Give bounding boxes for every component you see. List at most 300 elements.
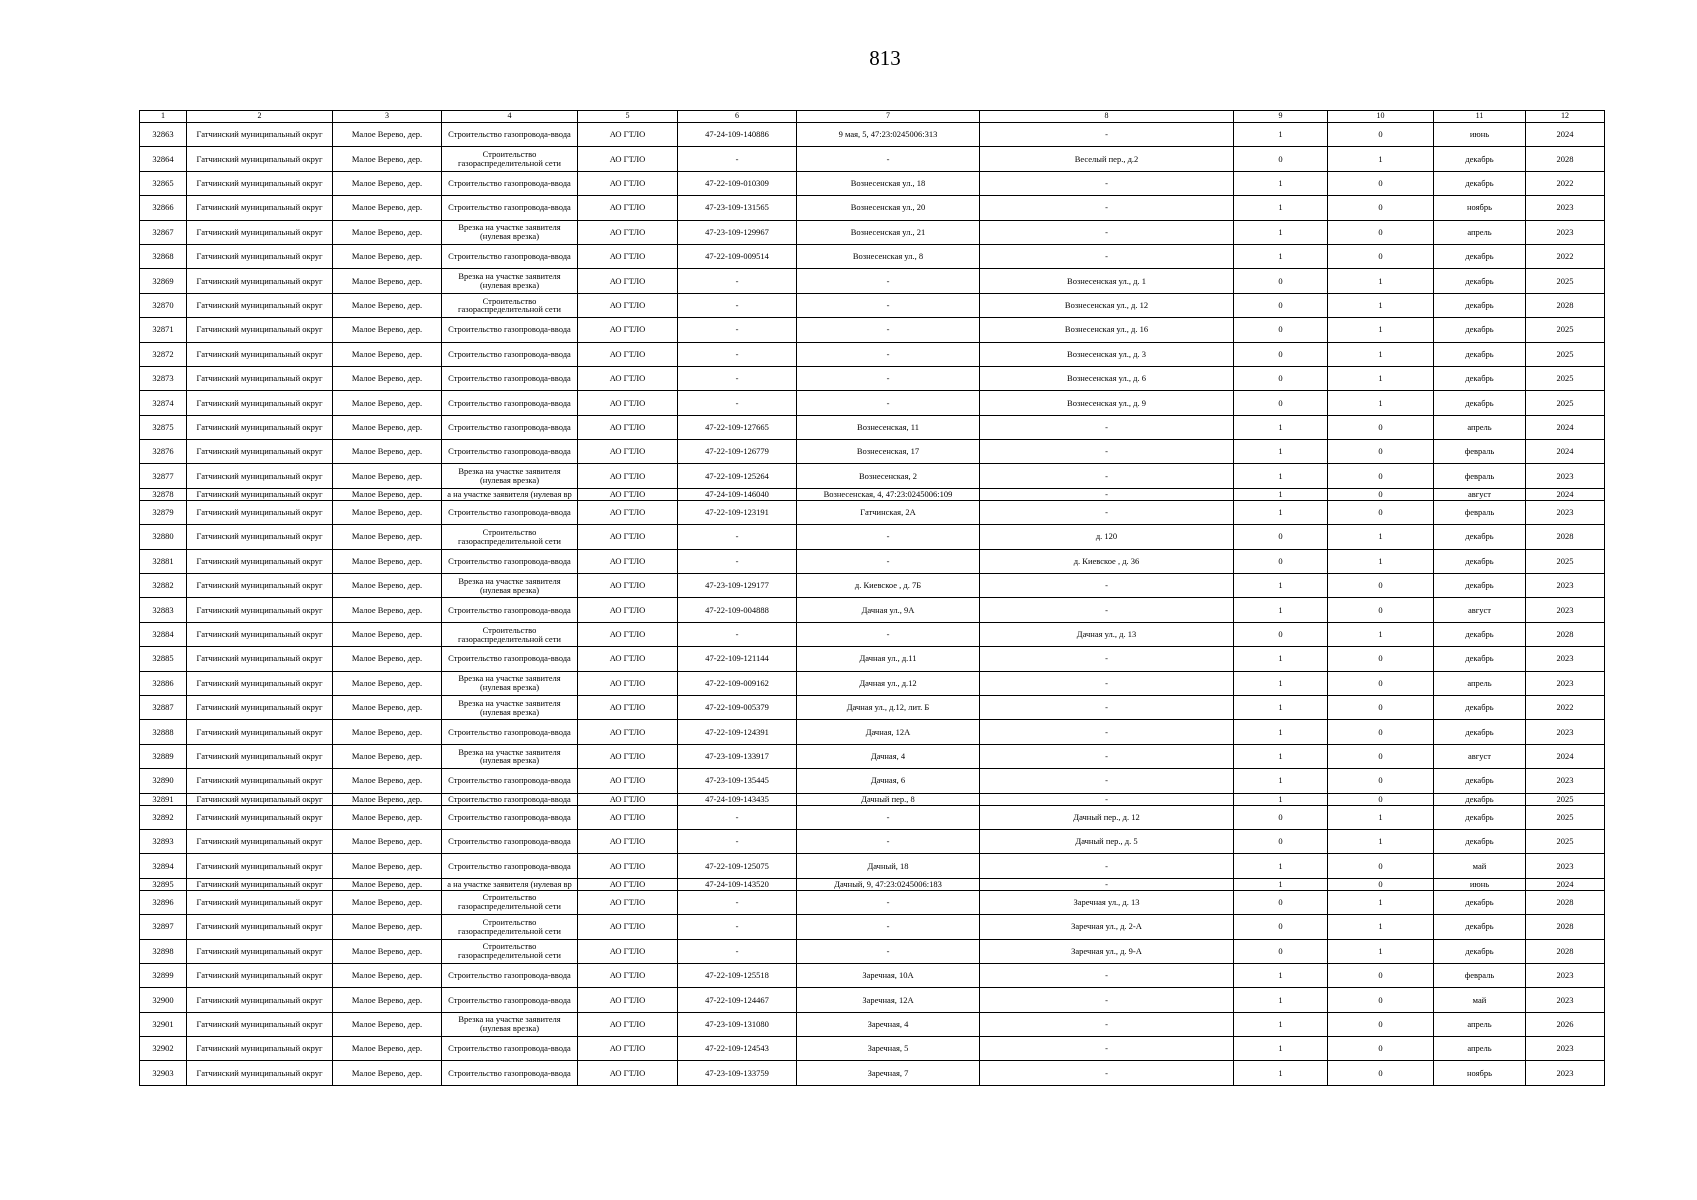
planned-address-cell: - [980,988,1234,1012]
application-number-cell: 47-23-109-131080 [678,1012,797,1036]
address-cell: Гатчинская, 2А [797,500,980,524]
year-cell: 2025 [1526,549,1605,573]
district-cell: Гатчинский муниципальный округ [187,854,333,878]
application-number-cell: 47-24-109-143435 [678,793,797,805]
work-type-cell: Строительство газопровода-ввода [442,123,578,147]
work-type-cell: Врезка на участке заявителя (нулевая врезка) [442,269,578,293]
settlement-cell: Малое Верево, дер. [333,147,442,171]
table-row [140,769,1605,793]
column-header: 8 [980,111,1234,123]
row-number-cell: 32870 [140,293,187,317]
year-cell: 2023 [1526,464,1605,488]
application-number-cell: 47-22-109-004888 [678,598,797,622]
district-cell: Гатчинский муниципальный округ [187,915,333,939]
count-cell-10: 1 [1328,147,1434,171]
work-type-cell: Строительство газопровода-ввода [442,647,578,671]
month-cell: ноябрь [1434,196,1526,220]
organization-cell: АО ГТЛО [578,647,678,671]
table-row [140,318,1605,342]
work-type-cell: Врезка на участке заявителя (нулевая врезка) [442,464,578,488]
year-cell: 2025 [1526,829,1605,853]
count-cell-9: 0 [1234,525,1328,549]
row-number-cell: 32885 [140,647,187,671]
table-row [140,1037,1605,1061]
year-cell: 2025 [1526,366,1605,390]
year-cell: 2024 [1526,415,1605,439]
table-row [140,488,1605,500]
planned-address-cell: Вознесенская ул., д. 3 [980,342,1234,366]
work-type-cell: Строительство газопровода-ввода [442,829,578,853]
organization-cell: АО ГТЛО [578,1037,678,1061]
table-row [140,598,1605,622]
table-row [140,1061,1605,1085]
count-cell-9: 0 [1234,391,1328,415]
table-row [140,171,1605,195]
table-row [140,123,1605,147]
application-number-cell: 47-22-109-009514 [678,244,797,268]
planned-address-cell: - [980,793,1234,805]
count-cell-10: 1 [1328,890,1434,914]
count-cell-9: 1 [1234,695,1328,719]
row-number-cell: 32863 [140,123,187,147]
organization-cell: АО ГТЛО [578,391,678,415]
settlement-cell: Малое Верево, дер. [333,939,442,963]
count-cell-10: 1 [1328,915,1434,939]
organization-cell: АО ГТЛО [578,171,678,195]
settlement-cell: Малое Верево, дер. [333,269,442,293]
address-cell: - [797,391,980,415]
count-cell-9: 1 [1234,464,1328,488]
month-cell: декабрь [1434,622,1526,646]
month-cell: май [1434,988,1526,1012]
register-body [140,123,1605,1086]
application-number-cell: - [678,366,797,390]
address-cell: Дачный, 9, 47:23:0245006:183 [797,878,980,890]
table-row [140,1012,1605,1036]
count-cell-10: 0 [1328,854,1434,878]
settlement-cell: Малое Верево, дер. [333,805,442,829]
organization-cell: АО ГТЛО [578,415,678,439]
row-number-cell: 32873 [140,366,187,390]
application-number-cell: 47-23-109-131565 [678,196,797,220]
district-cell: Гатчинский муниципальный округ [187,1061,333,1085]
district-cell: Гатчинский муниципальный округ [187,220,333,244]
count-cell-9: 1 [1234,878,1328,890]
address-cell: Вознесенская ул., 20 [797,196,980,220]
application-number-cell: 47-23-109-133759 [678,1061,797,1085]
settlement-cell: Малое Верево, дер. [333,293,442,317]
address-cell: Вознесенская ул., 18 [797,171,980,195]
year-cell: 2023 [1526,720,1605,744]
count-cell-9: 0 [1234,549,1328,573]
table-row [140,549,1605,573]
year-cell: 2025 [1526,318,1605,342]
work-type-cell: Врезка на участке заявителя (нулевая врезка) [442,574,578,598]
row-number-cell: 32901 [140,1012,187,1036]
address-cell: - [797,805,980,829]
organization-cell: АО ГТЛО [578,342,678,366]
work-type-cell: Строительство газораспределительной сети [442,890,578,914]
application-number-cell: 47-22-109-125518 [678,963,797,987]
settlement-cell: Малое Верево, дер. [333,440,442,464]
work-type-cell: Строительство газопровода-ввода [442,549,578,573]
settlement-cell: Малое Верево, дер. [333,464,442,488]
row-number-cell: 32889 [140,744,187,768]
address-cell: Дачный, 18 [797,854,980,878]
count-cell-9: 0 [1234,890,1328,914]
count-cell-10: 1 [1328,293,1434,317]
settlement-cell: Малое Верево, дер. [333,744,442,768]
year-cell: 2028 [1526,622,1605,646]
district-cell: Гатчинский муниципальный округ [187,342,333,366]
application-number-cell: - [678,342,797,366]
application-number-cell: 47-22-109-123191 [678,500,797,524]
district-cell: Гатчинский муниципальный округ [187,890,333,914]
work-type-cell: Строительство газопровода-ввода [442,440,578,464]
planned-address-cell: - [980,1061,1234,1085]
count-cell-10: 0 [1328,963,1434,987]
district-cell: Гатчинский муниципальный округ [187,720,333,744]
year-cell: 2023 [1526,963,1605,987]
row-number-cell: 32868 [140,244,187,268]
count-cell-10: 0 [1328,744,1434,768]
table-row [140,647,1605,671]
planned-address-cell: - [980,1037,1234,1061]
table-row [140,878,1605,890]
column-header: 1 [140,111,187,123]
table-row [140,147,1605,171]
planned-address-cell: Вознесенская ул., д. 9 [980,391,1234,415]
row-number-cell: 32882 [140,574,187,598]
application-number-cell: 47-23-109-129177 [678,574,797,598]
work-type-cell: Строительство газопровода-ввода [442,500,578,524]
address-cell: - [797,939,980,963]
count-cell-9: 1 [1234,123,1328,147]
planned-address-cell: - [980,171,1234,195]
table-row [140,220,1605,244]
address-cell: Заречная, 10А [797,963,980,987]
count-cell-9: 1 [1234,171,1328,195]
district-cell: Гатчинский муниципальный округ [187,988,333,1012]
count-cell-10: 1 [1328,829,1434,853]
organization-cell: АО ГТЛО [578,464,678,488]
district-cell: Гатчинский муниципальный округ [187,1012,333,1036]
planned-address-cell: - [980,671,1234,695]
row-number-cell: 32895 [140,878,187,890]
planned-address-cell: - [980,647,1234,671]
planned-address-cell: Вознесенская ул., д. 1 [980,269,1234,293]
year-cell: 2023 [1526,598,1605,622]
table-row [140,963,1605,987]
application-number-cell: 47-24-109-140886 [678,123,797,147]
count-cell-10: 0 [1328,1061,1434,1085]
address-cell: - [797,829,980,853]
page-number: 813 [869,46,901,70]
district-cell: Гатчинский муниципальный округ [187,647,333,671]
settlement-cell: Малое Верево, дер. [333,500,442,524]
count-cell-10: 0 [1328,1037,1434,1061]
application-number-cell: - [678,829,797,853]
district-cell: Гатчинский муниципальный округ [187,829,333,853]
month-cell: апрель [1434,1037,1526,1061]
month-cell: декабрь [1434,890,1526,914]
work-type-cell: Врезка на участке заявителя (нулевая врезка) [442,1012,578,1036]
work-type-cell: Строительство газораспределительной сети [442,915,578,939]
district-cell: Гатчинский муниципальный округ [187,574,333,598]
settlement-cell: Малое Верево, дер. [333,574,442,598]
table-row [140,915,1605,939]
count-cell-9: 1 [1234,744,1328,768]
row-number-cell: 32902 [140,1037,187,1061]
planned-address-cell: д. Киевское , д. 36 [980,549,1234,573]
address-cell: Заречная, 4 [797,1012,980,1036]
year-cell: 2024 [1526,123,1605,147]
settlement-cell: Малое Верево, дер. [333,220,442,244]
month-cell: август [1434,488,1526,500]
year-cell: 2025 [1526,342,1605,366]
organization-cell: АО ГТЛО [578,988,678,1012]
year-cell: 2023 [1526,671,1605,695]
count-cell-9: 1 [1234,488,1328,500]
planned-address-cell: Вознесенская ул., д. 16 [980,318,1234,342]
address-cell: Вознесенская ул., 21 [797,220,980,244]
count-cell-10: 0 [1328,488,1434,500]
month-cell: декабрь [1434,318,1526,342]
application-number-cell: - [678,269,797,293]
address-cell: Дачная, 12А [797,720,980,744]
address-cell: - [797,147,980,171]
year-cell: 2025 [1526,391,1605,415]
application-number-cell: - [678,915,797,939]
count-cell-9: 1 [1234,244,1328,268]
count-cell-10: 1 [1328,366,1434,390]
address-cell: Дачная ул., 9А [797,598,980,622]
planned-address-cell: - [980,574,1234,598]
application-number-cell: - [678,549,797,573]
organization-cell: АО ГТЛО [578,805,678,829]
organization-cell: АО ГТЛО [578,500,678,524]
organization-cell: АО ГТЛО [578,915,678,939]
application-number-cell: - [678,147,797,171]
district-cell: Гатчинский муниципальный округ [187,1037,333,1061]
month-cell: апрель [1434,220,1526,244]
count-cell-9: 1 [1234,1061,1328,1085]
year-cell: 2023 [1526,500,1605,524]
address-cell: Вознесенская ул., 8 [797,244,980,268]
count-cell-9: 1 [1234,769,1328,793]
address-cell: - [797,525,980,549]
district-cell: Гатчинский муниципальный округ [187,525,333,549]
month-cell: апрель [1434,415,1526,439]
district-cell: Гатчинский муниципальный округ [187,500,333,524]
settlement-cell: Малое Верево, дер. [333,598,442,622]
application-number-cell: - [678,890,797,914]
organization-cell: АО ГТЛО [578,440,678,464]
planned-address-cell: - [980,464,1234,488]
column-header: 9 [1234,111,1328,123]
work-type-cell: Строительство газопровода-ввода [442,805,578,829]
settlement-cell: Малое Верево, дер. [333,318,442,342]
address-cell: - [797,269,980,293]
district-cell: Гатчинский муниципальный округ [187,488,333,500]
count-cell-9: 0 [1234,805,1328,829]
row-number-cell: 32880 [140,525,187,549]
organization-cell: АО ГТЛО [578,854,678,878]
planned-address-cell: - [980,878,1234,890]
month-cell: июнь [1434,878,1526,890]
count-cell-10: 0 [1328,793,1434,805]
work-type-cell: Строительство газопровода-ввода [442,988,578,1012]
month-cell: декабрь [1434,171,1526,195]
table-row [140,939,1605,963]
year-cell: 2026 [1526,1012,1605,1036]
count-cell-10: 1 [1328,805,1434,829]
count-cell-9: 0 [1234,915,1328,939]
month-cell: декабрь [1434,805,1526,829]
count-cell-10: 1 [1328,939,1434,963]
application-number-cell: 47-22-109-127665 [678,415,797,439]
work-type-cell: Строительство газопровода-ввода [442,854,578,878]
year-cell: 2023 [1526,196,1605,220]
count-cell-9: 1 [1234,574,1328,598]
organization-cell: АО ГТЛО [578,574,678,598]
settlement-cell: Малое Верево, дер. [333,1012,442,1036]
planned-address-cell: - [980,488,1234,500]
row-number-cell: 32897 [140,915,187,939]
year-cell: 2023 [1526,220,1605,244]
address-cell: 9 мая, 5, 47:23:0245006:313 [797,123,980,147]
organization-cell: АО ГТЛО [578,769,678,793]
month-cell: декабрь [1434,391,1526,415]
month-cell: декабрь [1434,720,1526,744]
address-cell: Дачная ул., д.12, лит. Б [797,695,980,719]
count-cell-10: 1 [1328,622,1434,646]
planned-address-cell: Заречная ул., д. 13 [980,890,1234,914]
settlement-cell: Малое Верево, дер. [333,720,442,744]
row-number-cell: 32891 [140,793,187,805]
count-cell-10: 0 [1328,769,1434,793]
organization-cell: АО ГТЛО [578,744,678,768]
work-type-cell: Строительство газопровода-ввода [442,391,578,415]
count-cell-10: 0 [1328,720,1434,744]
row-number-cell: 32886 [140,671,187,695]
organization-cell: АО ГТЛО [578,269,678,293]
organization-cell: АО ГТЛО [578,671,678,695]
month-cell: май [1434,854,1526,878]
row-number-cell: 32894 [140,854,187,878]
count-cell-9: 0 [1234,293,1328,317]
row-number-cell: 32879 [140,500,187,524]
count-cell-10: 0 [1328,220,1434,244]
count-cell-9: 1 [1234,793,1328,805]
row-number-cell: 32865 [140,171,187,195]
table-row [140,464,1605,488]
settlement-cell: Малое Верево, дер. [333,525,442,549]
district-cell: Гатчинский муниципальный округ [187,391,333,415]
row-number-cell: 32898 [140,939,187,963]
month-cell: апрель [1434,671,1526,695]
district-cell: Гатчинский муниципальный округ [187,464,333,488]
month-cell: февраль [1434,963,1526,987]
organization-cell: АО ГТЛО [578,549,678,573]
table-row [140,854,1605,878]
month-cell: декабрь [1434,769,1526,793]
organization-cell: АО ГТЛО [578,890,678,914]
count-cell-10: 1 [1328,391,1434,415]
application-number-cell: - [678,622,797,646]
row-number-cell: 32874 [140,391,187,415]
month-cell: июнь [1434,123,1526,147]
settlement-cell: Малое Верево, дер. [333,244,442,268]
count-cell-9: 0 [1234,342,1328,366]
address-cell: Дачная, 6 [797,769,980,793]
count-cell-10: 1 [1328,525,1434,549]
settlement-cell: Малое Верево, дер. [333,854,442,878]
settlement-cell: Малое Верево, дер. [333,488,442,500]
year-cell: 2025 [1526,269,1605,293]
count-cell-10: 0 [1328,695,1434,719]
count-cell-9: 1 [1234,854,1328,878]
count-cell-9: 1 [1234,988,1328,1012]
organization-cell: АО ГТЛО [578,939,678,963]
table-row [140,244,1605,268]
planned-address-cell: - [980,963,1234,987]
work-type-cell: Строительство газопровода-ввода [442,598,578,622]
application-number-cell: - [678,939,797,963]
address-cell: Заречная, 5 [797,1037,980,1061]
count-cell-10: 1 [1328,549,1434,573]
address-cell: - [797,342,980,366]
district-cell: Гатчинский муниципальный округ [187,793,333,805]
district-cell: Гатчинский муниципальный округ [187,963,333,987]
organization-cell: АО ГТЛО [578,963,678,987]
settlement-cell: Малое Верево, дер. [333,549,442,573]
row-number-cell: 32887 [140,695,187,719]
settlement-cell: Малое Верево, дер. [333,196,442,220]
settlement-cell: Малое Верево, дер. [333,1061,442,1085]
count-cell-9: 0 [1234,366,1328,390]
district-cell: Гатчинский муниципальный округ [187,244,333,268]
work-type-cell: Строительство газораспределительной сети [442,939,578,963]
column-header: 4 [442,111,578,123]
row-number-cell: 32883 [140,598,187,622]
work-type-cell: Врезка на участке заявителя (нулевая врезка) [442,220,578,244]
year-cell: 2023 [1526,1061,1605,1085]
application-number-cell: 47-22-109-125264 [678,464,797,488]
year-cell: 2028 [1526,939,1605,963]
month-cell: декабрь [1434,293,1526,317]
planned-address-cell: - [980,1012,1234,1036]
settlement-cell: Малое Верево, дер. [333,342,442,366]
year-cell: 2023 [1526,854,1605,878]
count-cell-10: 0 [1328,123,1434,147]
count-cell-10: 0 [1328,196,1434,220]
table-row [140,988,1605,1012]
row-number-cell: 32877 [140,464,187,488]
table-row [140,269,1605,293]
column-header: 12 [1526,111,1605,123]
row-number-cell: 32892 [140,805,187,829]
settlement-cell: Малое Верево, дер. [333,769,442,793]
settlement-cell: Малое Верево, дер. [333,415,442,439]
district-cell: Гатчинский муниципальный округ [187,440,333,464]
month-cell: февраль [1434,440,1526,464]
work-type-cell: Строительство газопровода-ввода [442,415,578,439]
row-number-cell: 32864 [140,147,187,171]
month-cell: декабрь [1434,915,1526,939]
month-cell: декабрь [1434,366,1526,390]
count-cell-9: 1 [1234,500,1328,524]
